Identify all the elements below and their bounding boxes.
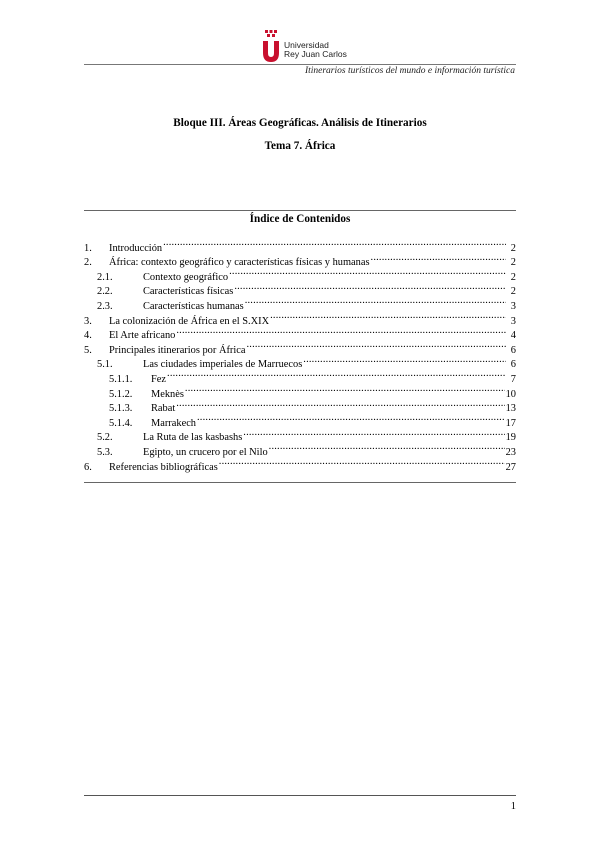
toc-entry-leader <box>197 411 505 426</box>
toc-entry-page: 17 <box>505 417 516 429</box>
toc-entry-page: 23 <box>505 446 516 458</box>
toc-entry-page: 2 <box>510 286 516 298</box>
toc-entry-number: 2.3. <box>97 300 113 312</box>
university-name-line1: Universidad <box>284 40 329 50</box>
toc-entry-page: 19 <box>505 432 516 444</box>
toc-heading: Índice de Contenidos <box>249 213 351 225</box>
toc-entry-title: Características humanas <box>143 300 244 312</box>
toc-entry-number: 5.1.4. <box>109 417 133 429</box>
toc-entry-page: 7 <box>510 373 516 385</box>
toc-entry-number: 2.2. <box>97 286 113 298</box>
toc-entry-title: África: contexto geográfico y características físicas y humanas <box>109 257 370 269</box>
toc-entry-title: Fez <box>151 373 167 385</box>
toc-entry-page: 6 <box>510 344 516 356</box>
toc-entry-leader <box>219 455 505 470</box>
toc-entry-title: Principales itinerarios por África <box>109 344 246 356</box>
toc-entry-leader <box>176 397 504 412</box>
toc-entry-title: Las ciudades imperiales de Marruecos <box>143 359 303 371</box>
toc-entry-number: 3. <box>84 315 92 327</box>
toc-entry-title: Meknès <box>151 388 184 400</box>
university-name <box>284 41 347 59</box>
toc-entry-leader <box>185 382 505 397</box>
toc-entry-leader <box>246 338 506 353</box>
toc-entry-number: 5. <box>84 344 92 356</box>
toc-entry-page: 2 <box>510 257 516 269</box>
toc-entry-title: La Ruta de las kasbashs <box>143 432 243 444</box>
toc-entry-number: 5.3. <box>97 446 113 458</box>
toc-entry-number: 5.1.2. <box>109 388 133 400</box>
toc-entry-title: El Arte africano <box>109 330 176 342</box>
header-divider <box>84 64 516 65</box>
toc-entry-number: 6. <box>84 461 92 473</box>
toc-entry-page: 27 <box>505 461 516 473</box>
toc-entry-title: La colonización de África en el S.XIX <box>109 315 270 327</box>
toc-entry-title: Referencias bibliográficas <box>109 461 218 473</box>
toc-entry-leader <box>167 367 506 382</box>
toc-entry-page: 3 <box>510 300 516 312</box>
toc-entry-page: 10 <box>505 388 516 400</box>
toc-entry-title: Características físicas <box>143 286 234 298</box>
toc-entry-title: Introducción <box>109 242 163 254</box>
toc-entry-leader <box>163 236 506 251</box>
header-subtitle: Itinerarios turísticos del mundo e información turística <box>304 66 515 76</box>
toc-entry-number: 5.2. <box>97 432 113 444</box>
toc-entry-number: 4. <box>84 330 92 342</box>
toc-entry-page: 2 <box>510 271 516 283</box>
toc-entry-number: 1. <box>84 242 92 254</box>
university-logo <box>260 29 370 65</box>
toc-entry-leader <box>243 426 504 441</box>
university-name-line2: Rey Juan Carlos <box>284 49 347 59</box>
toc-entry-title: Egipto, un crucero por el Nilo <box>143 446 268 458</box>
toc-entry-page: 3 <box>510 315 516 327</box>
toc-entry-leader <box>234 280 506 295</box>
toc-entry-title: Contexto geográfico <box>143 271 229 283</box>
toc-entry-title: Marrakech <box>151 417 196 429</box>
toc-entry-leader <box>303 353 506 368</box>
toc-entry-leader <box>229 265 506 280</box>
page-number: 1 <box>510 801 516 812</box>
toc-entry-leader <box>176 324 506 339</box>
toc-entry-page: 6 <box>510 359 516 371</box>
toc-entry-leader <box>371 251 506 266</box>
toc-entry-number: 5.1. <box>97 359 113 371</box>
topic-title: Tema 7. África <box>264 140 336 152</box>
urjc-logo-icon <box>260 29 282 63</box>
toc-entry-leader <box>270 309 506 324</box>
toc-entry-number: 2. <box>84 257 92 269</box>
toc-entry-leader <box>269 440 505 455</box>
toc-entry-title: Rabat <box>151 403 176 415</box>
toc-entry[interactable] <box>84 236 516 254</box>
toc-bottom-rule <box>84 482 516 483</box>
footer-divider <box>84 795 516 796</box>
toc-entry-page: 2 <box>510 242 516 254</box>
toc-entry-page: 4 <box>510 330 516 342</box>
toc-entry-number: 5.1.1. <box>109 373 133 385</box>
toc-entry-number: 2.1. <box>97 271 113 283</box>
toc-entry-leader <box>245 294 506 309</box>
toc-entry-page: 13 <box>505 403 516 415</box>
block-title: Bloque III. Áreas Geográficas. Análisis de Itinerarios <box>173 117 427 129</box>
table-of-contents <box>84 236 516 473</box>
toc-entry-number: 5.1.3. <box>109 403 133 415</box>
toc-top-rule <box>84 210 516 211</box>
